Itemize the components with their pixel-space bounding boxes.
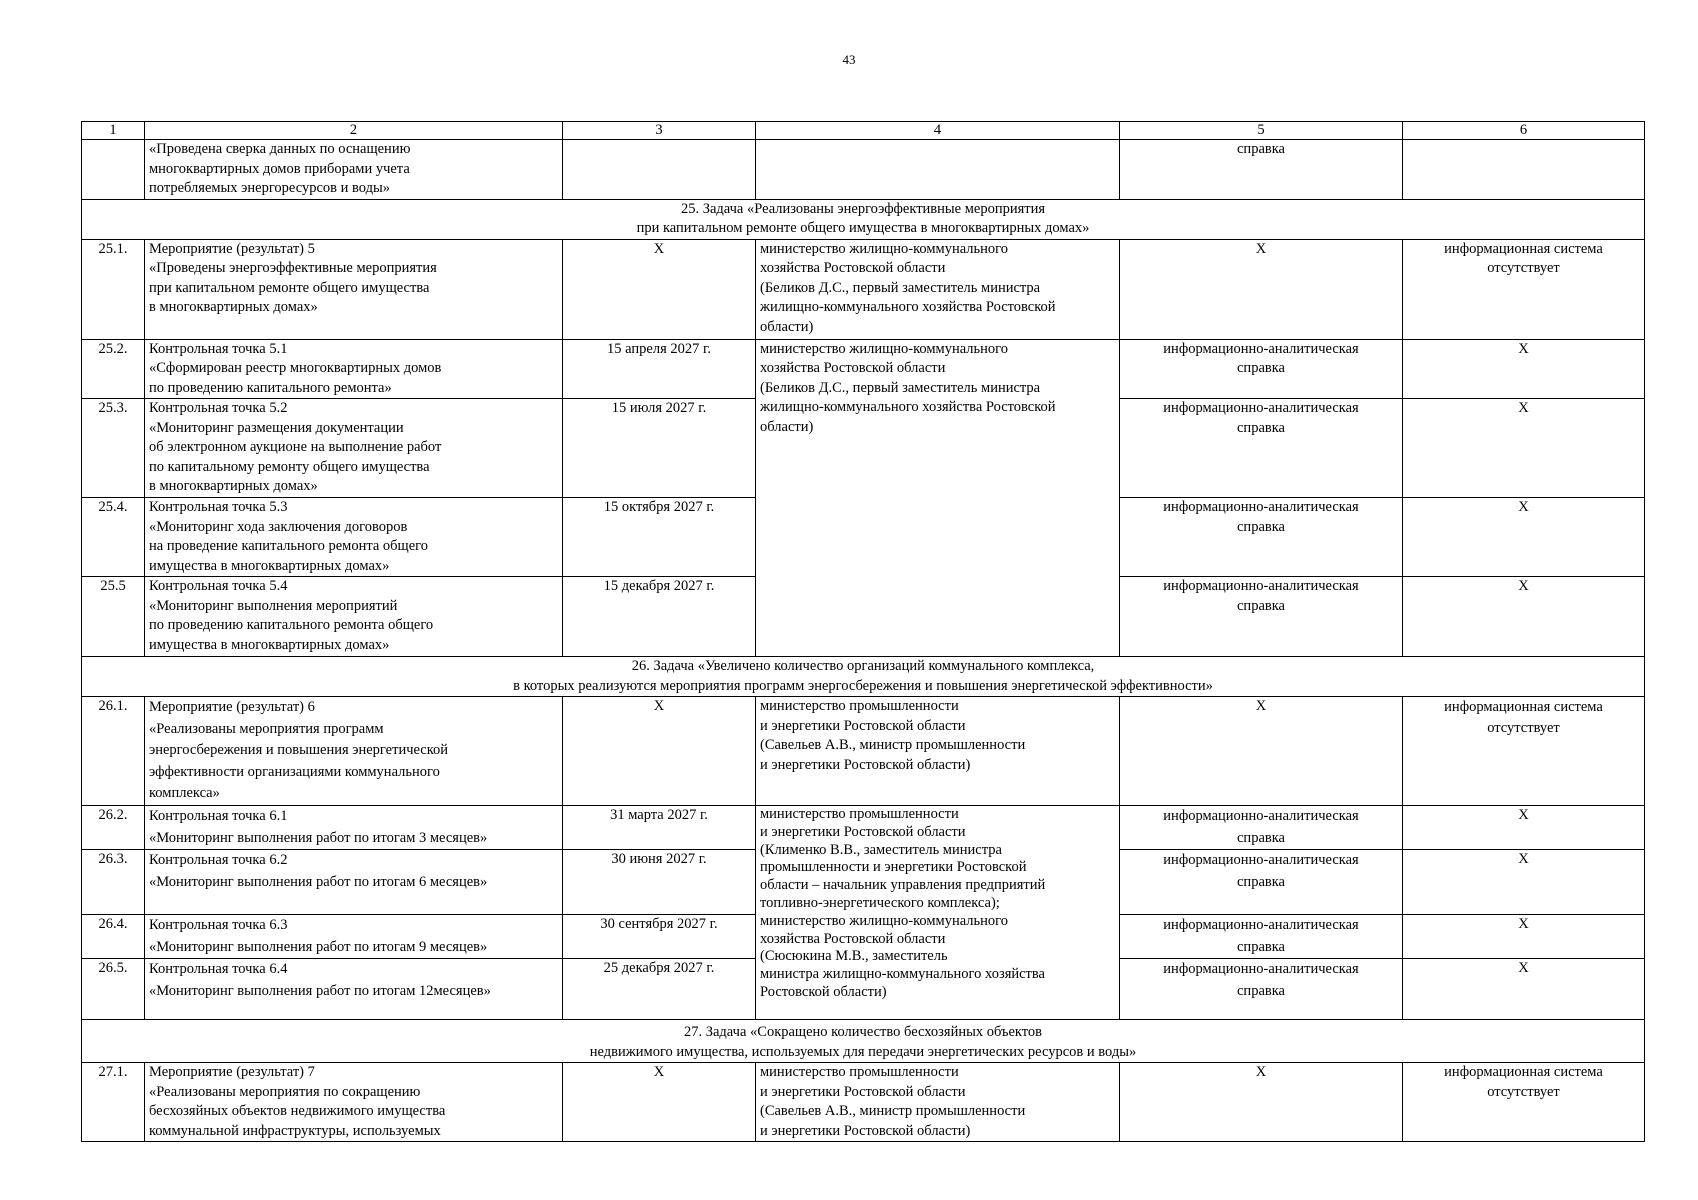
information-system: X bbox=[1403, 577, 1645, 657]
table-row bbox=[82, 697, 1645, 806]
responsible: министерство промышленности и энергетики Ростовской области (Савельев А.В., министр промышленности и энергетики Ростовской области) bbox=[756, 1063, 1120, 1142]
document-form: информационно-аналитическая справка bbox=[1120, 959, 1403, 1020]
row-number: 26.5. bbox=[82, 959, 145, 1020]
item-name: Мероприятие (результат) 5 «Проведены энергоэффективные мероприятия при капитальном ремонте общего имущества в многоквартирных домах» bbox=[145, 239, 563, 339]
document-form: информационно-аналитическая справка bbox=[1120, 498, 1403, 577]
responsible: министерство промышленности и энергетики Ростовской области (Клименко В.В., заместитель министра промышленности и энергетики Ростовской области – начальник управления предприятий топливно-энергетического комплекса); министерство жилищно-коммунального хозяйства Ростовской области (Сюсюкина М.В., заместитель министра жилищно-коммунального хозяйства Ростовской области) bbox=[756, 806, 1120, 1020]
document-form: X bbox=[1120, 697, 1403, 806]
information-system: X bbox=[1403, 399, 1645, 498]
plan-table bbox=[81, 121, 1645, 1142]
row-number: 25.3. bbox=[82, 399, 145, 498]
document-form: информационно-аналитическая справка bbox=[1120, 915, 1403, 959]
column-number-6: 6 bbox=[1403, 122, 1645, 140]
document-form: информационно-аналитическая справка bbox=[1120, 339, 1403, 399]
task-heading: 25. Задача «Реализованы энергоэффективные мероприятия при капитальном ремонте общего имущества в многоквартирных домах» bbox=[82, 199, 1645, 239]
row-number: 25.2. bbox=[82, 339, 145, 399]
information-system: X bbox=[1403, 339, 1645, 399]
information-system: X bbox=[1403, 806, 1645, 850]
information-system: информационная система отсутствует bbox=[1403, 1063, 1645, 1142]
row-number: 26.2. bbox=[82, 806, 145, 850]
deadline: 30 сентября 2027 г. bbox=[563, 915, 756, 959]
responsible: министерство жилищно-коммунального хозяйства Ростовской области (Беликов Д.С., первый заместитель министра жилищно-коммунального хозяйства Ростовской области) bbox=[756, 339, 1120, 657]
document-form: X bbox=[1120, 239, 1403, 339]
page-number: 43 bbox=[842, 52, 856, 67]
table-row bbox=[82, 806, 1645, 850]
information-system: информационная система отсутствует bbox=[1403, 239, 1645, 339]
column-number-4: 4 bbox=[756, 122, 1120, 140]
document-form: информационно-аналитическая справка bbox=[1120, 577, 1403, 657]
deadline: X bbox=[563, 1063, 756, 1142]
deadline: 25 декабря 2027 г. bbox=[563, 959, 756, 1020]
column-number-1: 1 bbox=[82, 122, 145, 140]
table-row bbox=[82, 1063, 1645, 1142]
task-row bbox=[82, 1020, 1645, 1063]
table-row bbox=[82, 339, 1645, 399]
deadline: 30 июня 2027 г. bbox=[563, 850, 756, 915]
task-heading: 26. Задача «Увеличено количество организаций коммунального комплекса, в которых реализуются мероприятия программ энергосбережения и повышения энергетической эффективности» bbox=[82, 657, 1645, 697]
row-number bbox=[82, 140, 145, 200]
item-name: Мероприятие (результат) 6 «Реализованы мероприятия программ энергосбережения и повышения энергетической эффективности организациями коммунального комплекса» bbox=[145, 697, 563, 806]
item-name: Контрольная точка 5.4 «Мониторинг выполнения мероприятий по проведению капитального ремонта общего имущества в многоквартирных домах» bbox=[145, 577, 563, 657]
row-number: 25.5 bbox=[82, 577, 145, 657]
information-system: X bbox=[1403, 498, 1645, 577]
deadline: 15 октября 2027 г. bbox=[563, 498, 756, 577]
information-system: X bbox=[1403, 850, 1645, 915]
row-number: 26.3. bbox=[82, 850, 145, 915]
column-number-3: 3 bbox=[563, 122, 756, 140]
deadline: 15 апреля 2027 г. bbox=[563, 339, 756, 399]
item-name: Контрольная точка 6.2 «Мониторинг выполнения работ по итогам 6 месяцев» bbox=[145, 850, 563, 915]
information-system: X bbox=[1403, 915, 1645, 959]
document-form: X bbox=[1120, 1063, 1403, 1142]
row-number: 27.1. bbox=[82, 1063, 145, 1142]
item-name: Контрольная точка 5.1 «Сформирован реестр многоквартирных домов по проведению капитального ремонта» bbox=[145, 339, 563, 399]
column-number-5: 5 bbox=[1120, 122, 1403, 140]
responsible: министерство промышленности и энергетики Ростовской области (Савельев А.В., министр промышленности и энергетики Ростовской области) bbox=[756, 697, 1120, 806]
table-row bbox=[82, 140, 1645, 200]
deadline: X bbox=[563, 239, 756, 339]
document-form: информационно-аналитическая справка bbox=[1120, 806, 1403, 850]
document-form: информационно-аналитическая справка bbox=[1120, 399, 1403, 498]
information-system: информационная система отсутствует bbox=[1403, 697, 1645, 806]
task-row bbox=[82, 657, 1645, 697]
item-name: Мероприятие (результат) 7 «Реализованы мероприятия по сокращению бесхозяйных объектов недвижимого имущества коммунальной инфраструктуры, используемых bbox=[145, 1063, 563, 1142]
row-number: 25.1. bbox=[82, 239, 145, 339]
deadline: 15 июля 2027 г. bbox=[563, 399, 756, 498]
deadline bbox=[563, 140, 756, 200]
table-header-row bbox=[82, 122, 1645, 140]
information-system: X bbox=[1403, 959, 1645, 1020]
deadline: 31 марта 2027 г. bbox=[563, 806, 756, 850]
document-form: справка bbox=[1120, 140, 1403, 200]
item-name: Контрольная точка 6.3 «Мониторинг выполнения работ по итогам 9 месяцев» bbox=[145, 915, 563, 959]
row-number: 25.4. bbox=[82, 498, 145, 577]
task-heading: 27. Задача «Сокращено количество бесхозяйных объектов недвижимого имущества, используемых для передачи энергетических ресурсов и воды» bbox=[82, 1020, 1645, 1063]
deadline: 15 декабря 2027 г. bbox=[563, 577, 756, 657]
deadline: X bbox=[563, 697, 756, 806]
responsible: министерство жилищно-коммунального хозяйства Ростовской области (Беликов Д.С., первый заместитель министра жилищно-коммунального хозяйства Ростовской области) bbox=[756, 239, 1120, 339]
document-form: информационно-аналитическая справка bbox=[1120, 850, 1403, 915]
information-system bbox=[1403, 140, 1645, 200]
item-name: «Проведена сверка данных по оснащению многоквартирных домов приборами учета потребляемых энергоресурсов и воды» bbox=[145, 140, 563, 200]
table-row bbox=[82, 239, 1645, 339]
item-name: Контрольная точка 5.2 «Мониторинг размещения документации об электронном аукционе на выполнение работ по капитальному ремонту общего имущества в многоквартирных домах» bbox=[145, 399, 563, 498]
responsible bbox=[756, 140, 1120, 200]
item-name: Контрольная точка 6.4 «Мониторинг выполнения работ по итогам 12месяцев» bbox=[145, 959, 563, 1020]
row-number: 26.4. bbox=[82, 915, 145, 959]
task-row bbox=[82, 199, 1645, 239]
column-number-2: 2 bbox=[145, 122, 563, 140]
item-name: Контрольная точка 6.1 «Мониторинг выполнения работ по итогам 3 месяцев» bbox=[145, 806, 563, 850]
row-number: 26.1. bbox=[82, 697, 145, 806]
item-name: Контрольная точка 5.3 «Мониторинг хода заключения договоров на проведение капитального ремонта общего имущества в многоквартирных домах» bbox=[145, 498, 563, 577]
